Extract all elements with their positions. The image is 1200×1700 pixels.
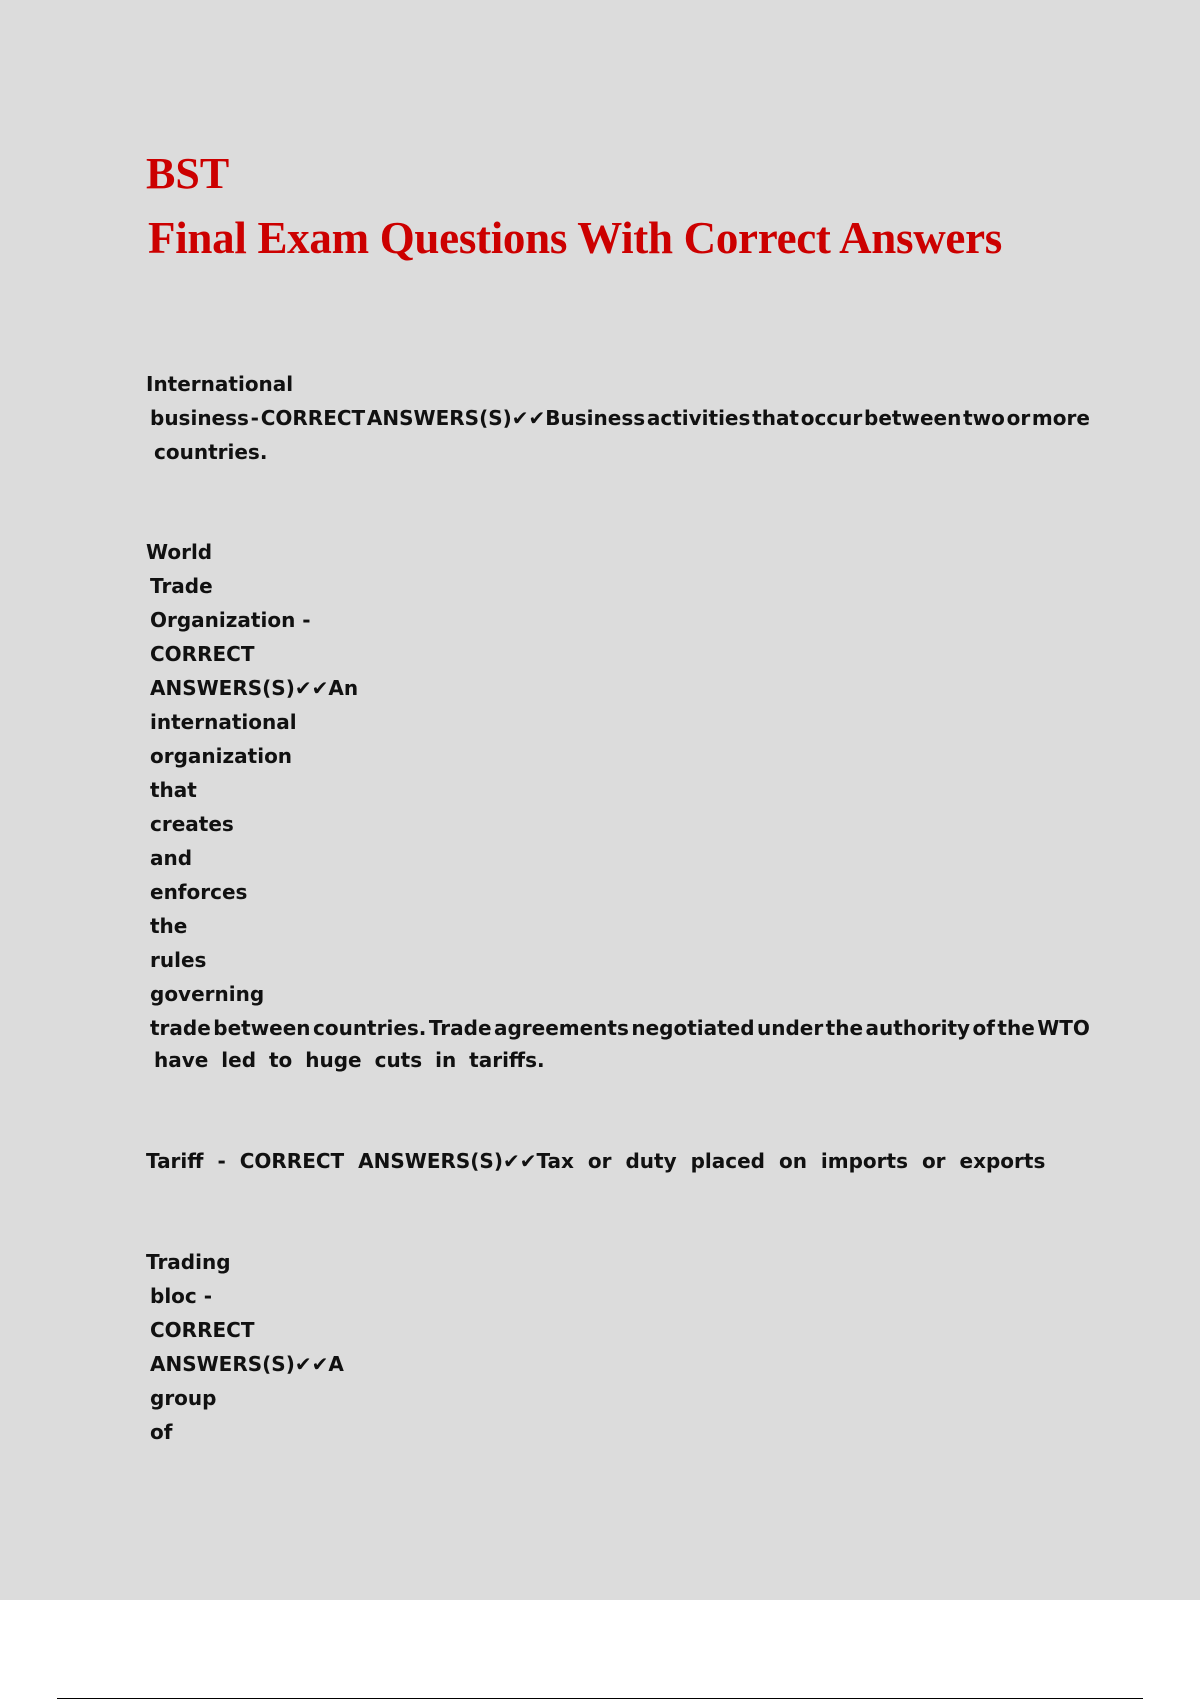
qa-word: negotiated (631, 1016, 755, 1040)
qa-word: CORRECT (260, 406, 366, 430)
qa-word: or (1006, 406, 1031, 430)
qa-word: two (963, 406, 1005, 430)
qa-line: International (146, 372, 294, 396)
qa-line: Organization - (150, 608, 311, 632)
qa-word: the (825, 1016, 864, 1040)
qa-line: of (150, 1420, 173, 1444)
qa-line: ANSWERS(S)✔✔A (150, 1352, 344, 1376)
qa-line: CORRECT (150, 1318, 255, 1342)
qa-world-trade-organization (146, 535, 1090, 1075)
qa-word: between (213, 1016, 311, 1040)
qa-justified-line (146, 1011, 1090, 1045)
qa-word: occur (800, 406, 863, 430)
qa-word: more (1031, 406, 1090, 430)
qa-line: governing (150, 982, 265, 1006)
qa-word: authority (865, 1016, 971, 1040)
qa-line: have led to huge cuts in tariffs. (154, 1048, 545, 1072)
qa-word: between (864, 406, 962, 430)
qa-word: under (756, 1016, 824, 1040)
qa-line: ANSWERS(S)✔✔An (150, 676, 359, 700)
qa-line: CORRECT (150, 642, 255, 666)
qa-line: countries. (154, 440, 268, 464)
qa-line: that (150, 778, 197, 802)
qa-word: WTO (1037, 1016, 1090, 1040)
footer-rule (57, 1698, 1143, 1699)
document-title: BST (146, 149, 230, 198)
qa-word: that (752, 406, 799, 430)
qa-trading-bloc (146, 1245, 1090, 1449)
qa-tariff (146, 1144, 1090, 1178)
qa-line: international (150, 710, 297, 734)
qa-word: countries. (312, 1016, 427, 1040)
qa-justified-line (146, 401, 1090, 435)
qa-line: enforces (150, 880, 248, 904)
qa-word: agreements (493, 1016, 629, 1040)
qa-word: business (150, 406, 249, 430)
qa-word: trade (150, 1016, 211, 1040)
qa-line: creates (150, 812, 234, 836)
qa-word: activities (646, 406, 751, 430)
qa-word: of (972, 1016, 995, 1040)
qa-line: World (146, 540, 213, 564)
qa-word: - (250, 406, 259, 430)
qa-line: group (150, 1386, 217, 1410)
qa-line: organization (150, 744, 293, 768)
qa-international-business (146, 367, 1090, 469)
qa-word: Trade (428, 1016, 492, 1040)
qa-line: and (150, 846, 193, 870)
qa-line: the (150, 914, 188, 938)
qa-word: the (997, 1016, 1035, 1040)
qa-line: Trade (150, 574, 213, 598)
qa-line: bloc - (150, 1284, 213, 1308)
qa-line: rules (150, 948, 207, 972)
document-subtitle: Final Exam Questions With Correct Answers (148, 213, 1002, 263)
qa-word: ANSWERS(S)✔✔Business (366, 406, 646, 430)
qa-line: Trading (146, 1250, 231, 1274)
qa-line: Tariff - CORRECT ANSWERS(S)✔✔Tax or duty placed on imports or exports (146, 1149, 1046, 1173)
